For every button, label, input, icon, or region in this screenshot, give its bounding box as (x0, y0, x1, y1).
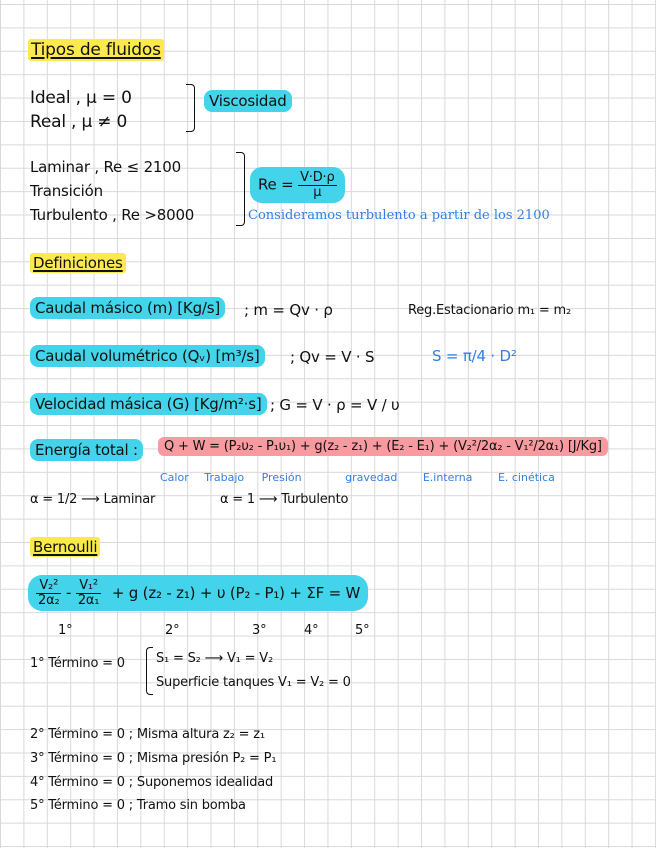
term-e-cinetica: E. cinética (497, 471, 555, 484)
term-number-5: 5° (355, 623, 370, 638)
ideal-fluid-line: Ideal , μ = 0 (30, 88, 132, 108)
heading-bernoulli: Bernoulli (30, 540, 100, 555)
term-number-4: 4° (304, 623, 319, 638)
term-gravedad: gravedad (345, 471, 398, 484)
alpha-laminar: α = 1/2 ⟶ Laminar (30, 492, 156, 507)
term2-line: 2° Término = 0 ; Misma altura z₂ = z₁ (30, 727, 265, 742)
transicion-line: Transición (30, 182, 103, 200)
term4-line: 4° Término = 0 ; Suponemos idealidad (30, 775, 274, 790)
reynolds-formula: Re = $\frac{V\cdot D\cdot\rho}{\mu}$ (250, 167, 345, 203)
caudal-masico-eq: ; m = Qv · ρ (244, 301, 333, 319)
term1-label: 1° Término = 0 (30, 656, 125, 671)
viscosidad-label: Viscosidad (204, 94, 292, 109)
reynolds-numerator: V·D·ρ (300, 170, 335, 185)
energia-total-eq: Q + W = (P₂υ₂ - P₁υ₁) + g(z₂ - z₁) + (E₂ - E₁) + (V₂²/2α₂ - V₁²/2α₁) [J/Kg] (158, 437, 608, 456)
caudal-masico-label: Caudal másico (m) [Kg/s] (30, 301, 225, 316)
term-number-1: 1° (58, 623, 73, 638)
brace-tipos (186, 84, 195, 132)
bernoulli-equation: $\frac{\text{V₂²}}{\text{2α₂}}$ - $\frac{\text{V₁²}}{\text{2α₁}}$ + g (z₂ - z₁) + υ (P₂ - P₁) + ΣF = W (28, 575, 368, 611)
heading-tipos-de-fluidos: Tipos de fluidos (28, 42, 164, 59)
term-number-2: 2° (165, 623, 180, 638)
velocidad-masica-eq: ; G = V · ρ = V / υ (270, 396, 400, 414)
brace-term1 (146, 647, 153, 695)
turbulento-line: Turbulento , Re >8000 (30, 206, 195, 224)
velocidad-masica-label: Velocidad másica (G) [Kg/m²·s] (30, 397, 267, 412)
term5-line: 5° Término = 0 ; Tramo sin bomba (30, 798, 246, 813)
term3-line: 3° Término = 0 ; Misma presión P₂ = P₁ (30, 751, 277, 766)
caudal-volumetrico-label: Caudal volumétrico (Qᵥ) [m³/s] (30, 349, 265, 364)
term1-case-a: S₁ = S₂ ⟶ V₁ = V₂ (156, 651, 273, 666)
laminar-line: Laminar , Re ≤ 2100 (30, 158, 181, 176)
reg-estacionario: Reg.Estacionario m₁ = m₂ (408, 303, 571, 318)
brace-regimen (236, 152, 245, 226)
term-calor: Calor (160, 471, 189, 484)
energia-total-label: Energía total : (30, 443, 143, 458)
caudal-volumetrico-eq: ; Qv = V · S (290, 348, 375, 366)
real-fluid-line: Real , μ ≠ 0 (30, 112, 128, 132)
term1-case-b: Superficie tanques V₁ = V₂ = 0 (156, 675, 351, 690)
area-formula: S = π/4 · D² (432, 347, 517, 365)
term-e-interna: E.interna (422, 471, 473, 484)
term-number-3: 3° (252, 623, 267, 638)
energia-term-labels (160, 472, 555, 483)
alpha-turbulento: α = 1 ⟶ Turbulento (220, 492, 349, 507)
reynolds-denominator: μ (313, 184, 322, 200)
term-trabajo: Trabajo (204, 471, 245, 484)
turbulent-note: Consideramos turbulento a partir de los 2100 (248, 208, 550, 223)
term-presion: Presión (261, 471, 302, 484)
heading-definiciones: Definiciones (30, 256, 126, 271)
